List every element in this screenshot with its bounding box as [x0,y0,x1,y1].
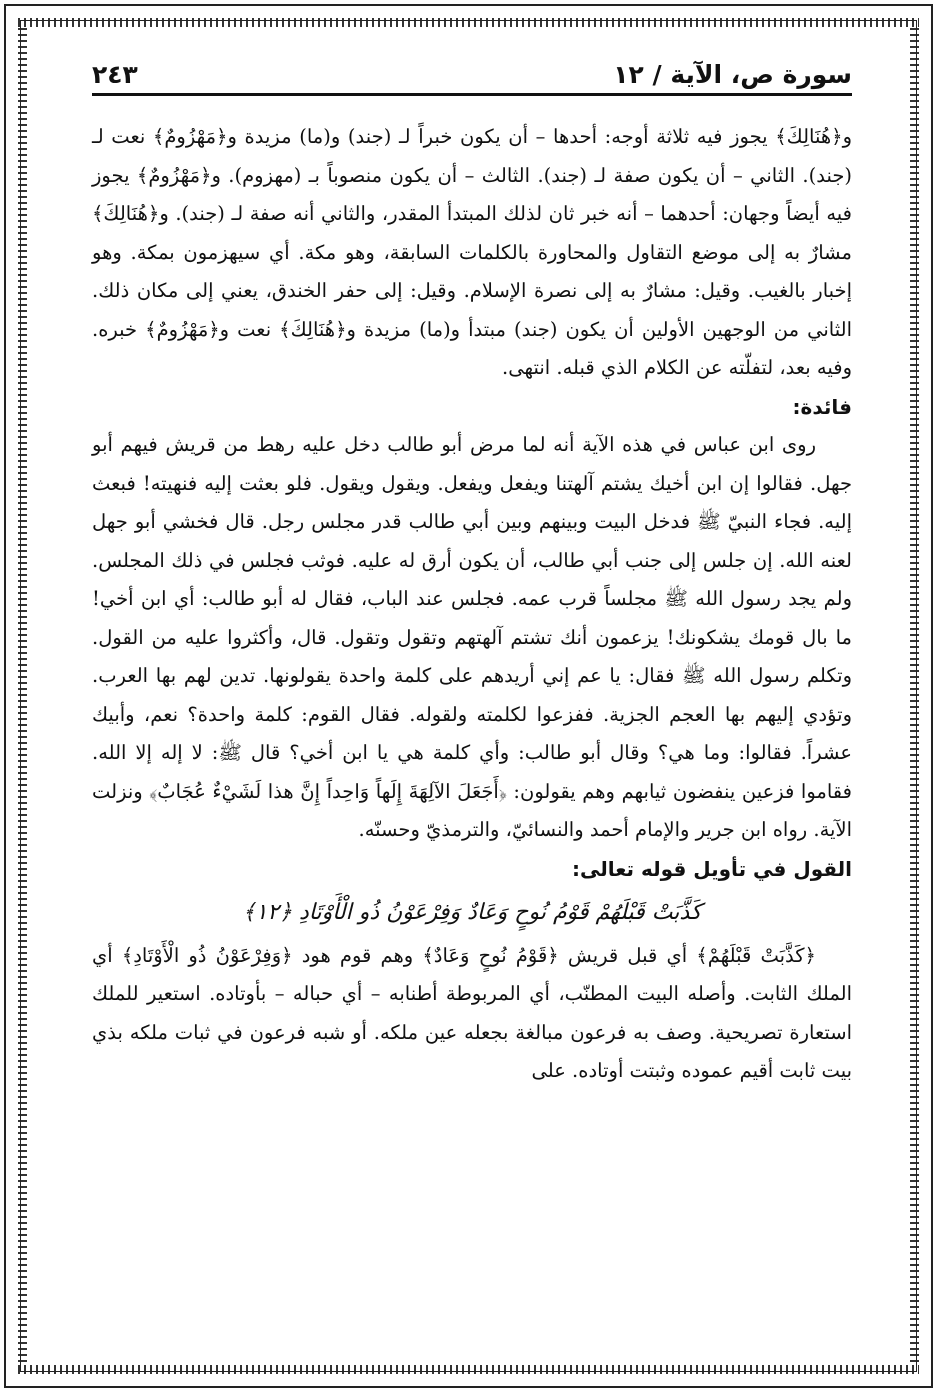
paragraph-grammar: و﴿هُنَالِكَ﴾ يجوز فيه ثلاثة أوجه: أحدها – أن يكون خبراً لـ (جند) و(ما) مزيدة و﴿مَهْزُومٌ﴾ نعت لـ (جند). الثاني – أن يكون صفة لـ (جند). الثالث – أن يكون منصوباً بـ (مهزوم). و﴿مَهْزُومٌ﴾ يجوز فيه أيضاً وجهان: أحدهما – أنه خبر ثان لذلك المبتدأ المقدر، والثاني أنه صفة لـ (جند). و﴿هُنَالِكَ﴾ مشارٌ به إلى موضع التقاول والمحاورة بالكلمات السابقة، وهو مكة. أي سيهزمون بمكة. وهو إخبار بالغيب. وقيل: مشارٌ به إلى نصرة الإسلام. وقيل: إلى حفر الخندق، يعني إلى مكان ذلك. الثاني من الوجهين الأولين أن يكون (جند) مبتدأ و(ما) مزيدة و﴿هُنَالِكَ﴾ نعت و﴿مَهْزُومٌ﴾ خبره. وفيه بعد، لتفلّته عن الكلام الذي قبله. انتهى. [92,125,852,379]
page-body [92,118,852,1091]
section-heading-tafsir: القول في تأويل قوله تعالى: [572,856,852,881]
running-title: سورة ص، الآية / ١٢ [613,60,852,89]
paragraph-commentary: ﴿كَذَّبَتْ قَبْلَهُمْ﴾ أي قبل قريش ﴿قَوْمُ نُوحٍ وَعَادٌ﴾ وهم قوم هود ﴿وَفِرْعَوْنُ ذُو الْأَوْتَادِ﴾ أي الملك الثابت. وأصله البيت المطنّب، أي المربوطة أطنابه – أي حباله – بأوتاده. استعير للملك استعارة تصريحية. وصف به فرعون مبالغة بجعله عين ملكه. أو شبه فرعون في ثبات ملكه بذي بيت ثابت أقيم عموده وثبتت أوتاده. على [92,943,852,1082]
page-number: ٢٤٣ [92,60,138,89]
section-heading-faida: فائدة: [792,394,852,419]
quran-verse: كَذَّبَتْ قَبْلَهُمْ قَوْمُ نُوحٍ وَعَادٌ وَفِرْعَوْنُ ذُو الْأَوْتَادِ ﴿١٢﴾ [242,900,702,925]
paragraph-narration: روى ابن عباس في هذه الآية أنه لما مرض أبو طالب دخل عليه رهط من قريش فيهم أبو جهل. فقالوا إن ابن أخيك يشتم آلهتنا ويفعل ويفعل. ويقول ويقول. فلو بعثت إليه فنهيته! فبعث إليه. فجاء النبيّ ﷺ فدخل البيت وبينهم وبين أبي طالب قدر مجلس رجل. قال فخشي أبو جهل لعنه الله. إن جلس إلى جنب أبي طالب، أن يكون أرق له عليه. فوثب فجلس في ذلك المجلس. ولم يجد رسول الله ﷺ مجلساً قرب عمه. فجلس عند الباب، فقال له أبو طالب: أي ابن أخي! ما بال قومك يشكونك! يزعمون أنك تشتم آلهتهم وتقول وتقول. قال، وأكثروا عليه من القول. وتكلم رسول الله ﷺ فقال: يا عم إني أريدهم على كلمة واحدة يقولونها. تدين لهم بها العرب. وتؤدي إليهم بها العجم الجزية. ففزعوا لكلمته ولقوله. فقال القوم: كلمة واحدة؟ نعم، وأبيك عشراً. فقالوا: وما هي؟ وقال أبو طالب: وأي كلمة هي يا ابن أخي؟ قال ﷺ: لا إله إلا الله. فقاموا فزعين ينفضون ثيابهم وهم يقولون: ﴿أَجَعَلَ الآلِهَةَ إِلَهاً وَاحِداً إِنَّ هذا لَشَيْءٌ عُجَابٌ﴾ ونزلت الآية. رواه ابن جرير والإمام أحمد والنسائيّ، والترمذيّ وحسنّه. [92,433,852,841]
page-header [92,52,852,96]
